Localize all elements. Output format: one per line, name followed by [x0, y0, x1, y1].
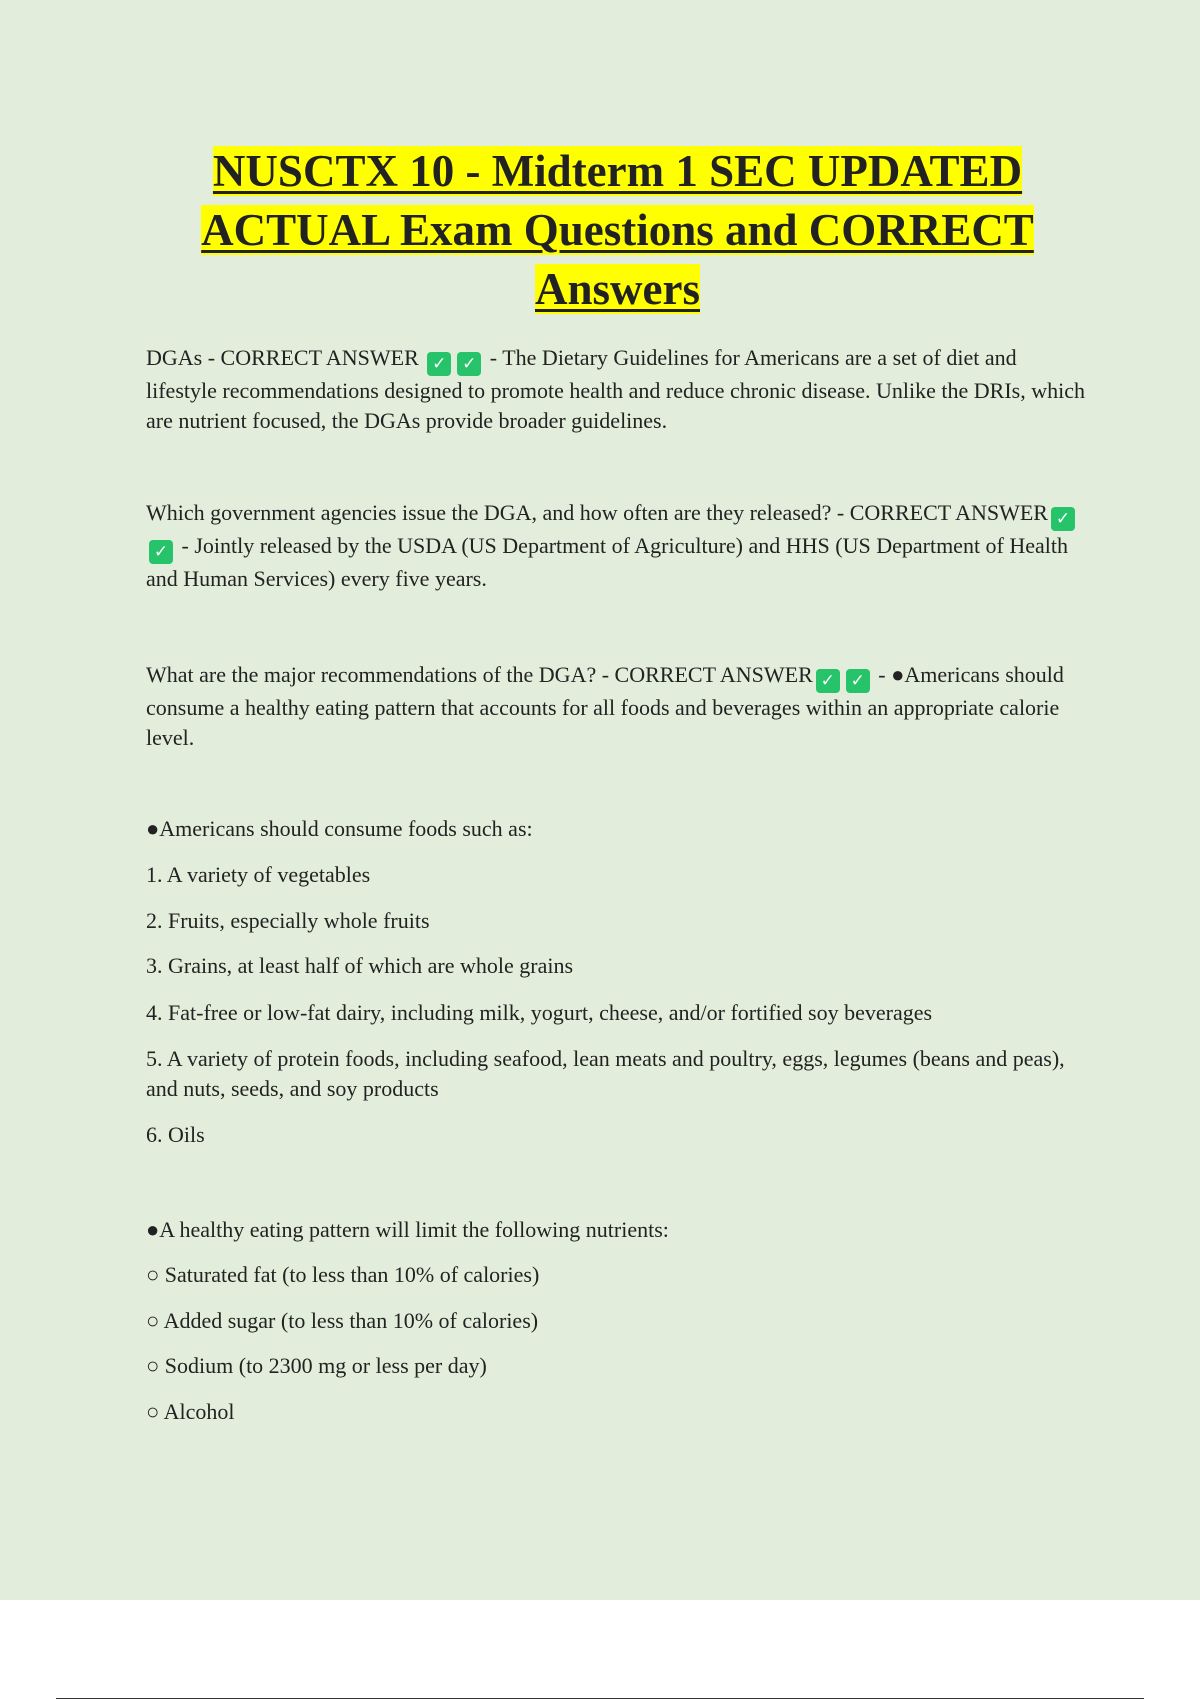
food-item: 1. A variety of vegetables: [146, 862, 371, 887]
question-text: DGAs - CORRECT ANSWER: [146, 345, 419, 370]
question-text: What are the major recommendations of the DGA? - CORRECT ANSWER: [146, 662, 813, 687]
food-item: 5. A variety of protein foods, including seafood, lean meats and poultry, eggs, legumes (beans and peas), and nuts, seeds, and soy products: [146, 1046, 1065, 1101]
limit-item: ○ Sodium (to 2300 mg or less per day): [146, 1353, 487, 1378]
check-icon: ✓: [427, 352, 451, 376]
document-title: [140, 142, 1095, 319]
food-item: 6. Oils: [146, 1122, 205, 1147]
question-text: Which government agencies issue the DGA, and how often are they released? - CORRECT ANSWER: [146, 500, 1048, 525]
food-item: 4. Fat-free or low-fat dairy, including milk, yogurt, cheese, and/or fortified soy beverages: [146, 1000, 933, 1025]
qa-dgas: [146, 343, 1091, 436]
limit-item: ○ Saturated fat (to less than 10% of calories): [146, 1262, 540, 1287]
food-item: 3. Grains, at least half of which are whole grains: [146, 953, 574, 978]
answer-text: - The Dietary Guidelines for Americans are a set of diet and lifestyle recommendations designed to promote health and reduce chronic disease. Unlike the DRIs, which are nutrient focused, the DGAs provide broader guidelines.: [146, 345, 1085, 433]
check-icon: ✓: [457, 352, 481, 376]
check-icon: ✓: [1051, 507, 1075, 531]
answer-text: - Jointly released by the USDA (US Department of Agriculture) and HHS (US Department of Health and Human Services) every five years.: [146, 533, 1069, 591]
answer-text: - ●Americans should consume a healthy eating pattern that accounts for all foods and beverages within an appropriate calorie level.: [146, 662, 1064, 750]
check-icon: ✓: [846, 669, 870, 693]
limit-item: ○ Alcohol: [146, 1399, 235, 1424]
foods-heading: ●Americans should consume foods such as:: [146, 816, 533, 841]
footer-divider: [56, 1698, 1144, 1699]
food-item: 2. Fruits, especially whole fruits: [146, 908, 430, 933]
title-line-1: NUSCTX 10 - Midterm 1 SEC UPDATED: [212, 146, 1023, 196]
qa-dga-agencies: [146, 498, 1091, 594]
limit-item: ○ Added sugar (to less than 10% of calories): [146, 1308, 539, 1333]
check-icon: ✓: [816, 669, 840, 693]
title-line-3: Answers: [535, 264, 700, 314]
title-line-2: ACTUAL Exam Questions and CORRECT: [201, 205, 1034, 255]
limits-heading: ●A healthy eating pattern will limit the following nutrients:: [146, 1217, 669, 1242]
qa-dga-recommendations: [146, 660, 1091, 753]
check-icon: ✓: [149, 540, 173, 564]
